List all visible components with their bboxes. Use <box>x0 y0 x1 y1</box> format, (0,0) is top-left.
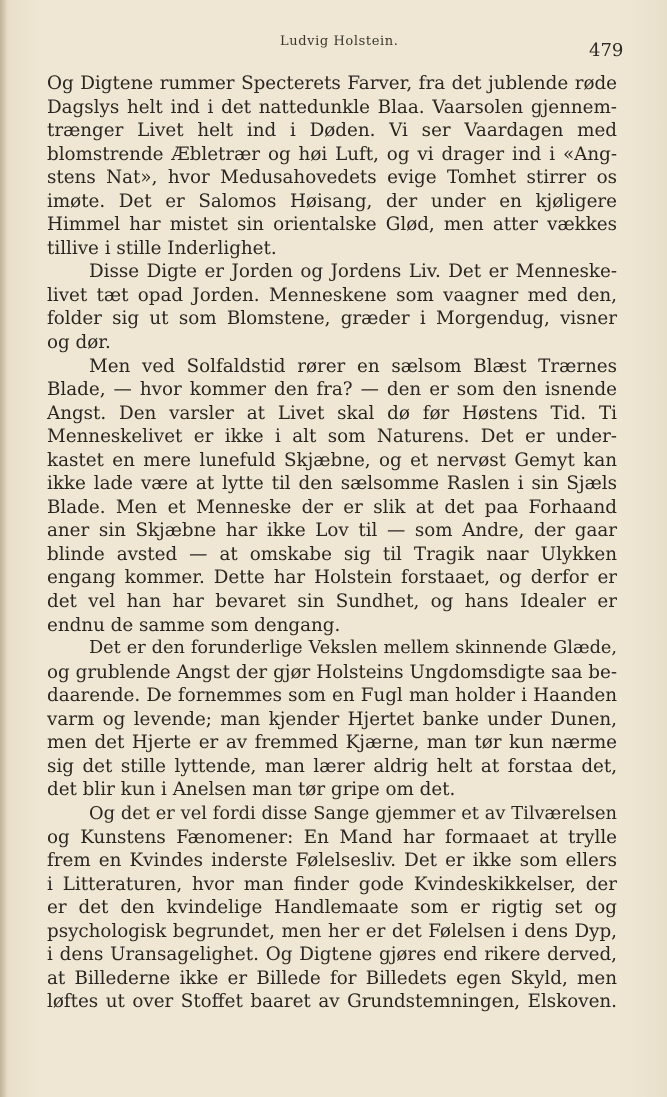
text-line: varm og levende; man kjender Hjertet banke under Dunen, <box>47 708 617 730</box>
page-number: 479 <box>589 40 624 61</box>
text-line: endnu de samme som dengang. <box>47 614 341 636</box>
text-line: Disse Digte er Jorden og Jordens Liv. Det er Menneske- <box>89 261 617 283</box>
text-line: Blade, — hvor kommer den fra? — den er som den isnende <box>47 379 617 401</box>
text-line: og dør. <box>47 332 111 354</box>
text-line: sig det stille lyttende, man lærer aldrig helt at forstaa det, <box>47 755 617 777</box>
text-line: er det den kvindelige Handlemaate som er rigtig set og <box>47 897 617 919</box>
text-line: det blir kun i Anelsen man tør gripe om det. <box>47 779 456 801</box>
text-line: blomstrende Æbletrær og høi Luft, og vi drager ind i «Ang- <box>47 143 617 165</box>
text-line: Og Digtene rummer Specterets Farver, fra det jublende røde <box>47 73 617 94</box>
text-line: Dagslys helt ind i det nattedunkle Blaa. Vaarsolen gjennem- <box>47 96 617 118</box>
text-line: Men ved Solfaldstid rører en sælsom Blæst Trærnes <box>89 355 617 377</box>
text-line: imøte. Det er Salomos Høisang, der under en kjøligere <box>47 190 617 212</box>
text-line: stens Nat», hvor Medusahovedets evige Tomhet stirrer os <box>47 167 617 189</box>
text-line: løftes ut over Stoffet baaret av Grundstemningen, Elskoven. <box>47 991 617 1013</box>
text-line: Menneskelivet er ikke i alt som Naturens. Det er under- <box>47 426 617 448</box>
text-line: Blade. Men et Menneske der er slik at det paa Forhaand <box>47 496 617 518</box>
text-line: kastet en mere lunefuld Skjæbne, og et nervøst Gemyt kan <box>47 449 617 471</box>
text-line: og Kunstens Fænomener: En Mand har formaaet at trylle <box>47 826 617 848</box>
text-line: Og det er vel fordi disse Sange gjemmer et av Tilværelsen <box>89 802 617 824</box>
text-line: Det er den forunderlige Vekslen mellem skinnende Glæde, <box>89 638 617 659</box>
text-line: Himmel har mistet sin orientalske Glød, men atter vækkes <box>47 214 617 236</box>
text-line: tillive i stille Inderlighet. <box>47 237 277 259</box>
text-line: livet tæt opad Jorden. Menneskene som vaagner med den, <box>47 284 617 306</box>
running-head: Ludvig Holstein. <box>280 34 399 49</box>
text-line: aner sin Skjæbne har ikke Lov til — som Andre, der gaar <box>47 520 617 542</box>
text-line: frem en Kvindes inderste Følelsesliv. Det er ikke som ellers <box>47 850 617 872</box>
text-line: engang kommer. Dette har Holstein forstaaet, og derfor er <box>47 567 617 589</box>
text-line: folder sig ut som Blomstene, græder i Morgendug, visner <box>47 308 617 330</box>
text-line: trænger Livet helt ind i Døden. Vi ser Vaardagen med <box>47 120 617 142</box>
text-line: Angst. Den varsler at Livet skal dø før Høstens Tid. Ti <box>47 402 617 424</box>
text-line: blinde avsted — at omskabe sig til Tragik naar Ulykken <box>47 543 617 565</box>
text-line: men det Hjerte er av fremmed Kjærne, man tør kun nærme <box>47 732 617 754</box>
text-line: ikke lade være at lytte til den sælsomme Raslen i sin Sjæls <box>47 473 617 495</box>
text-line: at Billederne ikke er Billede for Billedets egen Skyld, men <box>47 967 617 989</box>
text-line: i dens Uransagelighet. Og Digtene gjøres end rikere derved, <box>47 944 617 966</box>
body-text <box>47 72 617 1014</box>
text-line: i Litteraturen, hvor man finder gode Kvindeskikkelser, der <box>47 873 617 895</box>
text-line: og grublende Angst der gjør Holsteins Ungdomsdigte saa be- <box>47 661 617 683</box>
text-line: det vel han har bevaret sin Sundhet, og hans Idealer er <box>47 591 617 613</box>
text-line: psychologisk begrundet, men her er det Følelsen i dens Dyp, <box>47 920 617 942</box>
text-line: daarende. De fornemmes som en Fugl man holder i Haanden <box>47 685 617 707</box>
page-spine-shadow <box>0 0 6 1097</box>
